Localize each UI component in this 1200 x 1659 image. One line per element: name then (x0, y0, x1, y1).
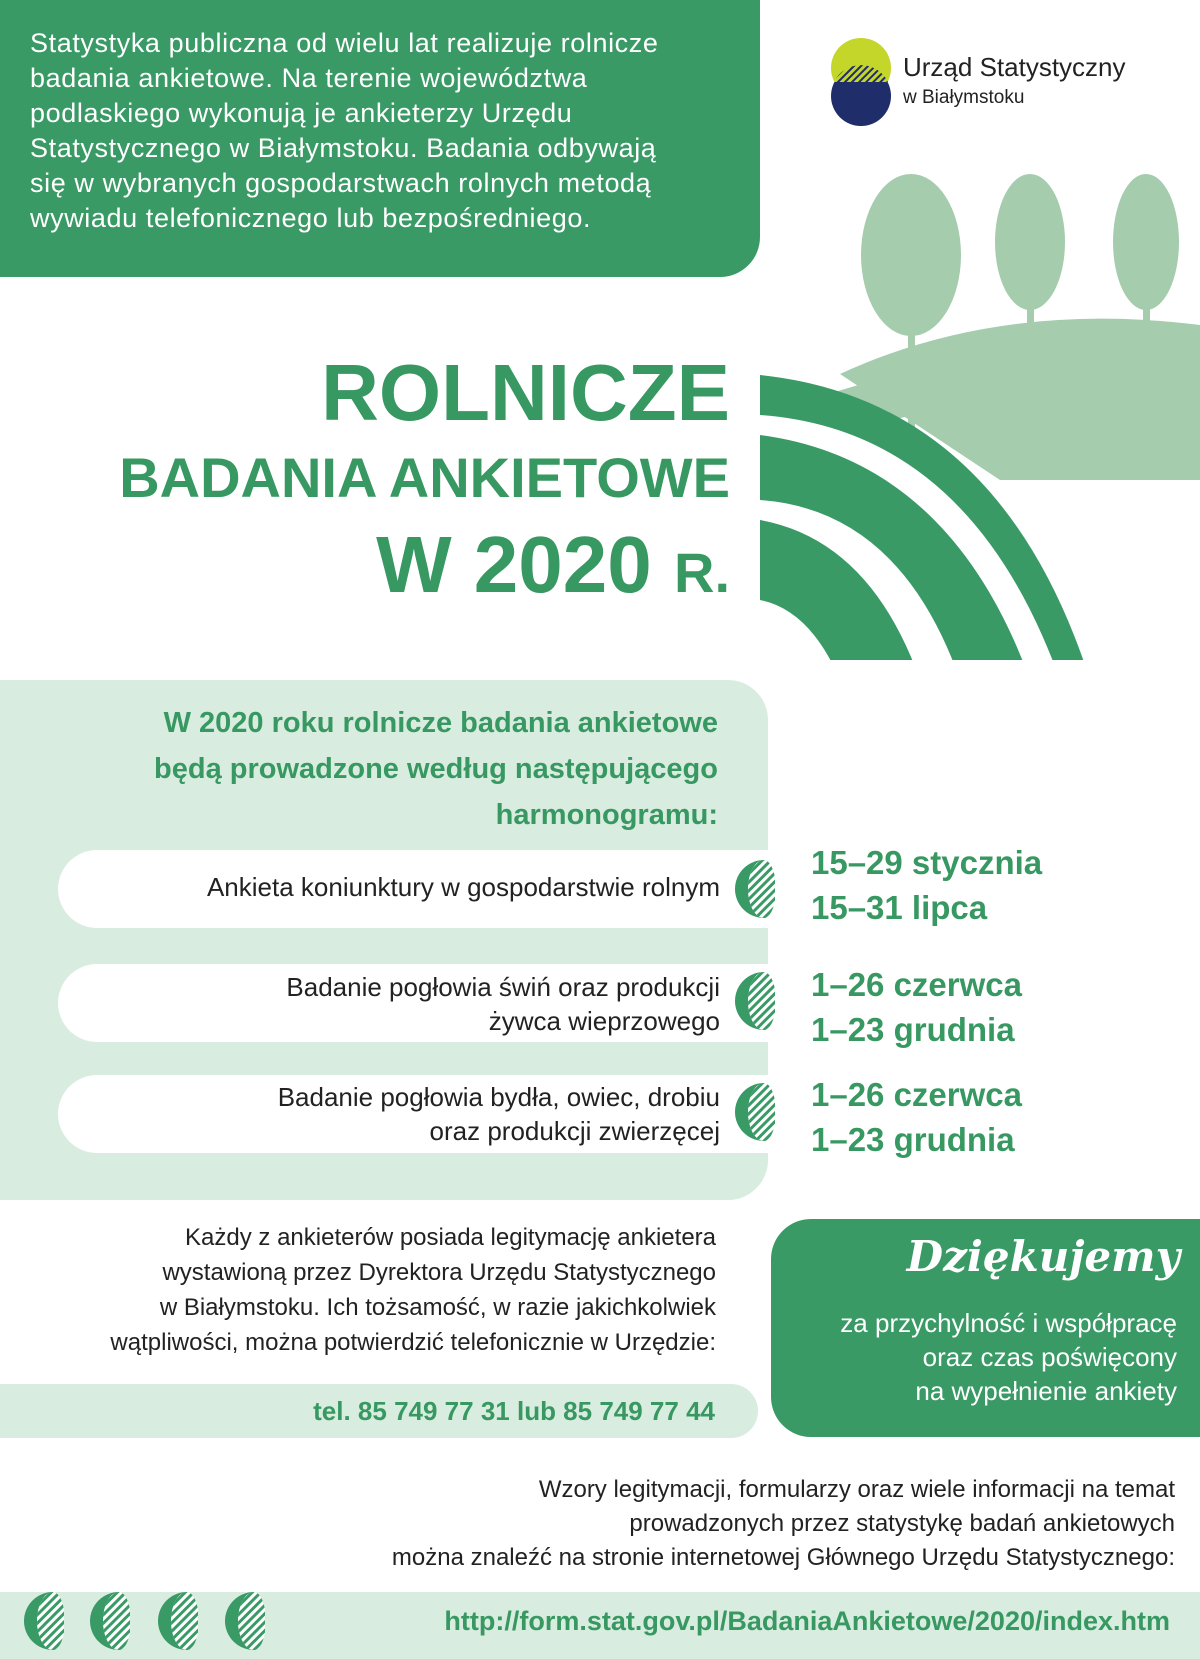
info-line: wystawioną przez Dyrektora Urzędu Statystycznego (162, 1259, 716, 1286)
schedule-item-label (207, 870, 720, 904)
intro-text (30, 26, 750, 236)
thanks-line: za przychylność i współpracę (840, 1308, 1177, 1338)
half-moon-icon (225, 1592, 265, 1650)
title-line1: ROLNICZE (321, 348, 730, 437)
schedule-heading-line: W 2020 roku rolnicze badania ankietowe (163, 707, 718, 739)
title-year: W 2020 (376, 520, 652, 609)
logo-city: w Białymstoku (903, 87, 1025, 108)
schedule-date: 15–31 lipca (811, 889, 988, 926)
half-moon-icon (158, 1592, 198, 1650)
schedule-item-dates (811, 962, 1022, 1052)
intro-line: badania ankietowe. Na terenie województwa (30, 63, 588, 93)
half-moon-icon (735, 972, 775, 1030)
info-line: wątpliwości, można potwierdzić telefonicznie w Urzędzie: (110, 1329, 716, 1356)
half-moon-icon (735, 860, 775, 918)
schedule-item-label-line: Badanie pogłowia bydła, owiec, drobiu (277, 1082, 720, 1112)
schedule-item-label-line: Ankieta koniunktury w gospodarstwie rolnym (206, 872, 720, 902)
schedule-item-dates (811, 840, 1042, 930)
info-line: w Białymstoku. Ich tożsamość, w razie jakichkolwiek (159, 1294, 716, 1321)
schedule-heading (154, 700, 718, 838)
schedule-item-label (286, 970, 720, 1038)
website-link[interactable]: http://form.stat.gov.pl/BadaniaAnkietowe/2020/index.htm (444, 1606, 1170, 1636)
thanks-line: na wypełnienie ankiety (915, 1376, 1177, 1406)
thanks-title: Dziękujemy (906, 1232, 1180, 1281)
title-suffix: R. (674, 541, 730, 604)
schedule-item-label-line: Badanie pogłowia świń oraz produkcji (286, 972, 720, 1002)
half-moon-icon (24, 1592, 64, 1650)
schedule-date: 1–23 grudnia (811, 1011, 1015, 1048)
logo-icon (826, 36, 896, 128)
intro-line: wywiadu telefonicznego lub bezpośredniego. (30, 203, 592, 233)
identity-info (110, 1220, 716, 1360)
footer-text (392, 1473, 1175, 1575)
footer-line: prowadzonych przez statystykę badań ankietowych (629, 1510, 1175, 1537)
schedule-heading-line: będą prowadzone według następującego (154, 753, 718, 785)
intro-line: Statystyka publiczna od wielu lat realizuje rolnicze (30, 28, 659, 58)
thanks-text (840, 1306, 1177, 1408)
landscape-illustration (760, 160, 1200, 680)
half-moon-icon (735, 1083, 775, 1141)
logo-name: Urząd Statystyczny (903, 52, 1126, 82)
schedule-date: 1–26 czerwca (811, 966, 1023, 1003)
footer-line: Wzory legitymacji, formularzy oraz wiele informacji na temat (538, 1476, 1175, 1503)
schedule-item-dates (811, 1072, 1022, 1162)
title-line3 (376, 520, 730, 618)
schedule-date: 15–29 stycznia (811, 844, 1043, 881)
schedule-heading-line: harmonogramu: (495, 799, 718, 831)
intro-line: Statystycznego w Białymstoku. Badania odbywają (30, 133, 657, 163)
info-line: Każdy z ankieterów posiada legitymację ankietera (185, 1224, 716, 1251)
schedule-date: 1–23 grudnia (811, 1121, 1015, 1158)
schedule-date: 1–26 czerwca (811, 1076, 1023, 1113)
intro-line: podlaskiego wykonują je ankieterzy Urzędu (30, 98, 573, 128)
schedule-item-label-line: oraz produkcji zwierzęcej (429, 1116, 720, 1146)
intro-line: się w wybranych gospodarstwach rolnych metodą (30, 168, 652, 198)
thanks-line: oraz czas poświęcony (922, 1342, 1177, 1372)
half-moon-icon (90, 1592, 130, 1650)
phone-numbers: tel. 85 749 77 31 lub 85 749 77 44 (313, 1396, 715, 1426)
footer-line: można znaleźć na stronie internetowej Głównego Urzędu Statystycznego: (391, 1544, 1175, 1571)
schedule-item-label (278, 1080, 720, 1148)
title-line2: BADANIA ANKIETOWE (119, 446, 730, 509)
schedule-item-label-line: żywca wieprzowego (488, 1006, 720, 1036)
